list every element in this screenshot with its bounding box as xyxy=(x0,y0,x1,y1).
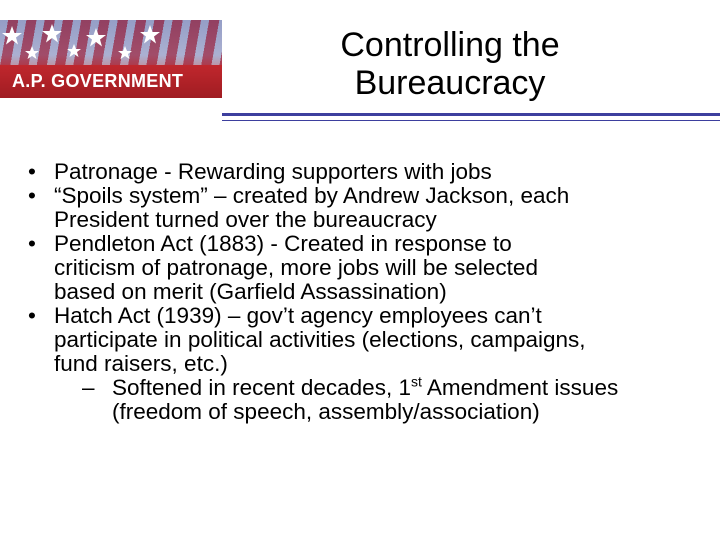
star-icons xyxy=(0,22,222,66)
bullet-text-line: President turned over the bureaucracy xyxy=(54,207,437,232)
bullet-spoils-system xyxy=(28,184,708,232)
bullet-text-line: participate in political activities (elections, campaigns, xyxy=(54,327,586,352)
sub-bullet-line-2: (freedom of speech, assembly/association) xyxy=(112,399,540,424)
bullet-icon: • xyxy=(28,231,36,256)
bullet-patronage xyxy=(28,160,708,184)
bullet-icon: • xyxy=(28,183,36,208)
bullet-hatch-act xyxy=(28,304,708,376)
bullet-list xyxy=(28,160,708,424)
bullet-pendleton-act xyxy=(28,232,708,304)
sub-bullet-post: Amendment issues xyxy=(421,375,619,400)
bullet-text-line: criticism of patronage, more jobs will be selected xyxy=(54,255,538,280)
bullet-text-line: Pendleton Act (1883) - Created in response to xyxy=(54,231,512,256)
bullet-text-line: “Spoils system” – created by Andrew Jackson, each xyxy=(54,183,570,208)
bullet-text-line: fund raisers, etc.) xyxy=(54,351,228,376)
slide-title xyxy=(290,26,610,102)
ap-government-logo xyxy=(0,20,222,98)
bullet-text: Patronage - Rewarding supporters with jobs xyxy=(54,159,492,184)
bullet-icon: • xyxy=(28,159,36,184)
bullet-icon: • xyxy=(28,303,36,328)
ordinal-suffix: st xyxy=(410,373,422,390)
sub-bullet-softened xyxy=(28,373,708,424)
title-line-1: Controlling the xyxy=(340,26,560,64)
bullet-text-line: based on merit (Garfield Assassination) xyxy=(54,279,447,304)
bullet-text-line: Hatch Act (1939) – gov’t agency employees can’t xyxy=(54,303,542,328)
dash-icon: – xyxy=(82,375,95,400)
logo-text: A.P. GOVERNMENT xyxy=(12,71,184,91)
sub-bullet-pre: Softened in recent decades, 1 xyxy=(112,375,411,400)
title-divider-thick xyxy=(222,113,720,116)
title-line-2: Bureaucracy xyxy=(354,64,546,102)
sub-bullet-line-1 xyxy=(112,373,708,400)
logo-banner xyxy=(0,65,222,98)
title-divider-thin xyxy=(222,120,720,121)
